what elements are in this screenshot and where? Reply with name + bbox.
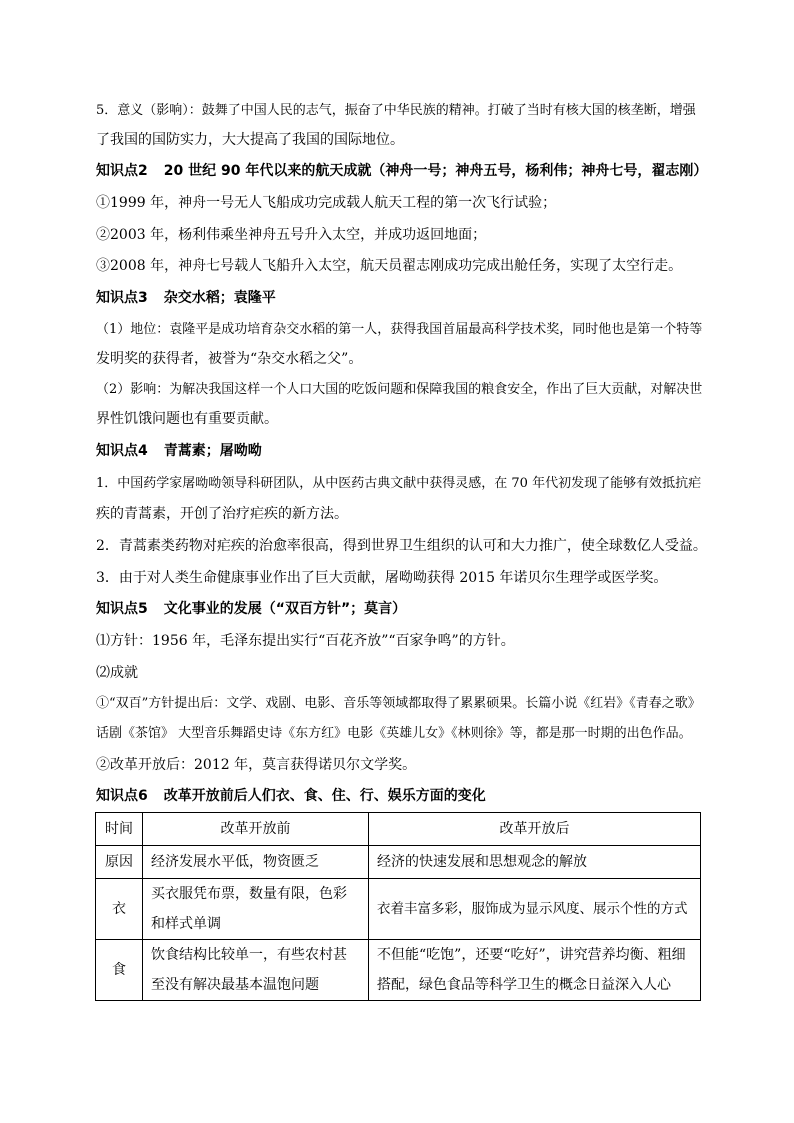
rice-impact-line-1: （2）影响：为解决我国这样一个人口大国的吃饭问题和保障我国的粮食安全，作出了巨大贡献，对解决世 <box>96 382 703 397</box>
knowledge-point-number: 知识点2 <box>96 163 148 179</box>
after-cell: 衣着丰富多彩，服饰成为显示风度、展示个性的方式 <box>369 879 701 940</box>
row-label: 原因 <box>96 846 143 879</box>
row-label: 食 <box>96 940 143 1001</box>
knowledge-point-2-heading <box>96 161 706 181</box>
knowledge-point-3-heading <box>96 288 706 308</box>
space-item-1: ①1999 年，神舟一号无人飞船成功完成载人航天工程的第一次飞行试验； <box>96 195 557 211</box>
knowledge-point-title: 杂交水稻；袁隆平 <box>163 290 276 306</box>
artemisinin-item-3: 3．由于对人类生命健康事业作出了巨大贡献，屠呦呦获得 2015 年诺贝尔生理学或医学奖。 <box>96 570 668 586</box>
comparison-table <box>95 812 701 1001</box>
significance-line-1: 5．意义（影响）：鼓舞了中国人民的志气，振奋了中华民族的精神。打破了当时有核大国的核垄断，增强 <box>96 103 696 118</box>
knowledge-point-title: 20 世纪 90 年代以来的航天成就（神舟一号；神舟五号，杨利伟；神舟七号，翟志刚） <box>163 163 708 179</box>
row-label: 衣 <box>96 879 143 940</box>
rice-status-line-1: （1）地位：袁隆平是成功培育杂交水稻的第一人，获得我国首届最高科学技术奖，同时他也是第一个特等 <box>96 322 703 337</box>
artemisinin-item-2: 2．青蒿素类药物对疟疾的治愈率很高，得到世界卫生组织的认可和大力推广，使全球数亿人受益。 <box>96 538 707 554</box>
table-row <box>96 940 701 1001</box>
table-row <box>96 846 701 879</box>
knowledge-point-title: 文化事业的发展（“双百方针”；莫言） <box>163 601 407 617</box>
knowledge-point-number: 知识点5 <box>96 601 148 617</box>
culture-achievement-1-line-1: ①“双百”方针提出后：文学、戏剧、电影、音乐等领域都取得了累累硕果。长篇小说《红岩》《青春之歌》 <box>96 696 701 711</box>
header-cell-before: 改革开放前 <box>143 813 369 846</box>
knowledge-point-4-heading <box>96 441 706 461</box>
space-item-2: ②2003 年，杨利伟乘坐神舟五号升入太空，并成功返回地面； <box>96 227 487 243</box>
culture-achievement-2: ②改革开放后：2012 年，莫言获得诺贝尔文学奖。 <box>96 757 417 773</box>
culture-achievements-label: ⑵成就 <box>96 665 138 681</box>
before-cell: 买衣服凭布票，数量有限，色彩和样式单调 <box>143 879 369 940</box>
knowledge-point-number: 知识点4 <box>96 443 148 459</box>
after-cell: 不但能“吃饱”，还要“吃好”，讲究营养均衡、粗细搭配，绿色食品等科学卫生的概念日益深入人心 <box>369 940 701 1001</box>
rice-impact-line-2: 界性饥饿问题也有重要贡献。 <box>96 411 278 427</box>
artemisinin-item-1-line-2: 疾的青蒿素，开创了治疗疟疾的新方法。 <box>96 506 348 522</box>
header-cell-time: 时间 <box>96 813 143 846</box>
knowledge-point-number: 知识点3 <box>96 290 148 306</box>
culture-policy: ⑴方针：1956 年，毛泽东提出实行“百花齐放”“百家争鸣”的方针。 <box>96 633 515 649</box>
knowledge-point-title: 青蒿素；屠呦呦 <box>163 443 262 459</box>
knowledge-point-6-heading <box>96 786 706 806</box>
knowledge-point-number: 知识点6 <box>96 788 148 804</box>
space-item-3: ③2008 年，神舟七号载人飞船升入太空，航天员翟志刚成功完成出舱任务，实现了太空行走。 <box>96 258 683 274</box>
significance-line-2: 了我国的国防实力，大大提高了我国的国际地位。 <box>96 132 404 148</box>
before-cell: 饮食结构比较单一，有些农村甚至没有解决最基本温饱问题 <box>143 940 369 1001</box>
header-cell-after: 改革开放后 <box>369 813 701 846</box>
after-cell: 经济的快速发展和思想观念的解放 <box>369 846 701 879</box>
culture-achievement-1-line-2: 话剧《茶馆》 大型音乐舞蹈史诗《东方红》电影《英雄儿女》《林则徐》等，都是那一时期的出色作品。 <box>96 726 692 741</box>
knowledge-point-5-heading <box>96 599 706 619</box>
table-row <box>96 879 701 940</box>
before-cell: 经济发展水平低，物资匮乏 <box>143 846 369 879</box>
rice-status-line-2: 发明奖的获得者，被誉为“杂交水稻之父”。 <box>96 351 363 367</box>
artemisinin-item-1-line-1: 1．中国药学家屠呦呦领导科研团队，从中医药古典文献中获得灵感，在 70 年代初发现了能够有效抵抗疟 <box>96 476 702 491</box>
knowledge-point-title: 改革开放前后人们衣、食、住、行、娱乐方面的变化 <box>163 788 486 804</box>
table-header-row <box>96 813 701 846</box>
